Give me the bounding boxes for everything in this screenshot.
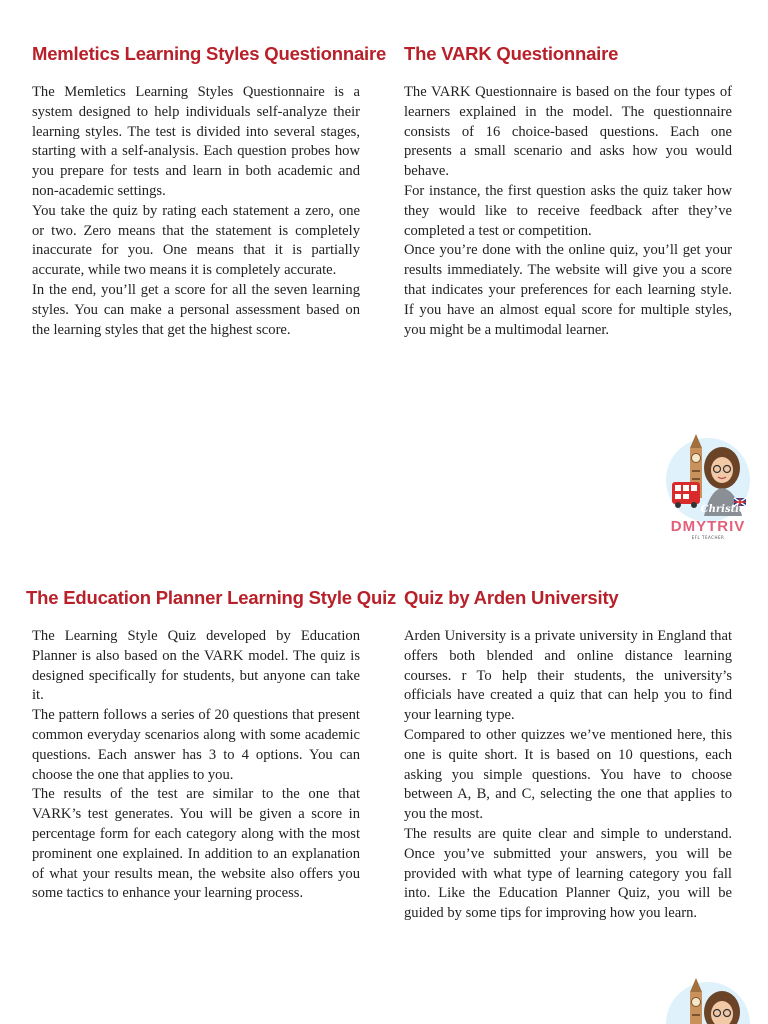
- section-arden-university: [404, 586, 732, 924]
- paragraph: For instance, the first question asks the quiz taker how they would like to receive feedback after they’ve completed a test or competition.: [404, 182, 732, 239]
- section-title: Memletics Learning Styles Questionnaire: [32, 43, 387, 64]
- section-title: The Education Planner Learning Style Quiz: [26, 587, 397, 608]
- paragraph: You take the quiz by rating each statement a zero, one or two. Zero means that the statement is completely inaccurate for you. One means that it is partially accurate, while two means it is completely accurate.: [32, 202, 360, 279]
- christie-dmytriv-logo: [660, 428, 756, 540]
- section-title: The VARK Questionnaire: [404, 43, 619, 64]
- paragraph: Once you’re done with the online quiz, you’ll get your results immediately. The website will give you a score that indicates your preferences for each learning style. If you have an almost equal score for multiple styles, you might be a multimodal learner.: [404, 242, 732, 338]
- logo-name: DMYTRIV: [670, 518, 746, 535]
- paragraph: Arden University is a private university in England that offers both blended and online distance learning courses. r To help their students, the university’s officials have created a quiz that can help you to find your learning type.: [404, 628, 732, 724]
- section-education-planner: [26, 586, 397, 904]
- paragraph: The Learning Style Quiz developed by Education Planner is also based on the VARK model. The quiz is designed specifically for students, but anyone can take it.: [32, 628, 360, 704]
- paragraph: Compared to other quizzes we’ve mentioned here, this one is quite short. It is based on 10 questions, each asking you simple questions. You have to choose between A, B, and C, selecting the one that applies to you the most.: [404, 726, 732, 823]
- logo-signature: Christie: [700, 504, 746, 515]
- section-title: Quiz by Arden University: [404, 587, 619, 608]
- section-body: [404, 83, 732, 340]
- section-body: [404, 627, 732, 924]
- christie-dmytriv-logo-partial: [660, 972, 756, 1024]
- logo-illustration-icon: [660, 972, 756, 1024]
- section-body: [32, 83, 360, 340]
- paragraph: The Memletics Learning Styles Questionnaire is a system designed to help individuals self-analyze their learning styles. The test is divided into several stages, starting with a self-analysis. Each question probes how you prepare for tests and learn in both academic and non-academic settings.: [32, 84, 360, 199]
- paragraph: The results are quite clear and simple to understand. Once you’ve submitted your answers, you will be provided with what type of learning category you fall into. Like the Education Planner Quiz, you will be guided by some tips for improving how you learn.: [404, 825, 732, 922]
- paragraph: The results of the test are similar to the one that VARK’s test generates. You will be given a score in percentage form for each category along with the most prominent one explained. In addition to an explanation of what your results mean, the website also offers you some tactics to enhance your learning process.: [32, 786, 360, 902]
- section-memletics: [32, 42, 387, 340]
- logo-subtitle: EFL TEACHER: [691, 535, 725, 540]
- paragraph: The VARK Questionnaire is based on the four types of learners explained in the model. The questionnaire consists of 16 choice-based questions. Each one presents a small scenario and asks how you would behave.: [404, 84, 732, 180]
- paragraph: The pattern follows a series of 20 questions that present common everyday scenarios along with some academic questions. Each answer has 3 to 4 options. You can choose the one that applies to you.: [32, 707, 360, 783]
- section-body: [32, 627, 360, 904]
- section-vark: [404, 42, 732, 340]
- paragraph: In the end, you’ll get a score for all the seven learning styles. You can make a personal assessment based on the learning styles that get the highest score.: [32, 281, 360, 338]
